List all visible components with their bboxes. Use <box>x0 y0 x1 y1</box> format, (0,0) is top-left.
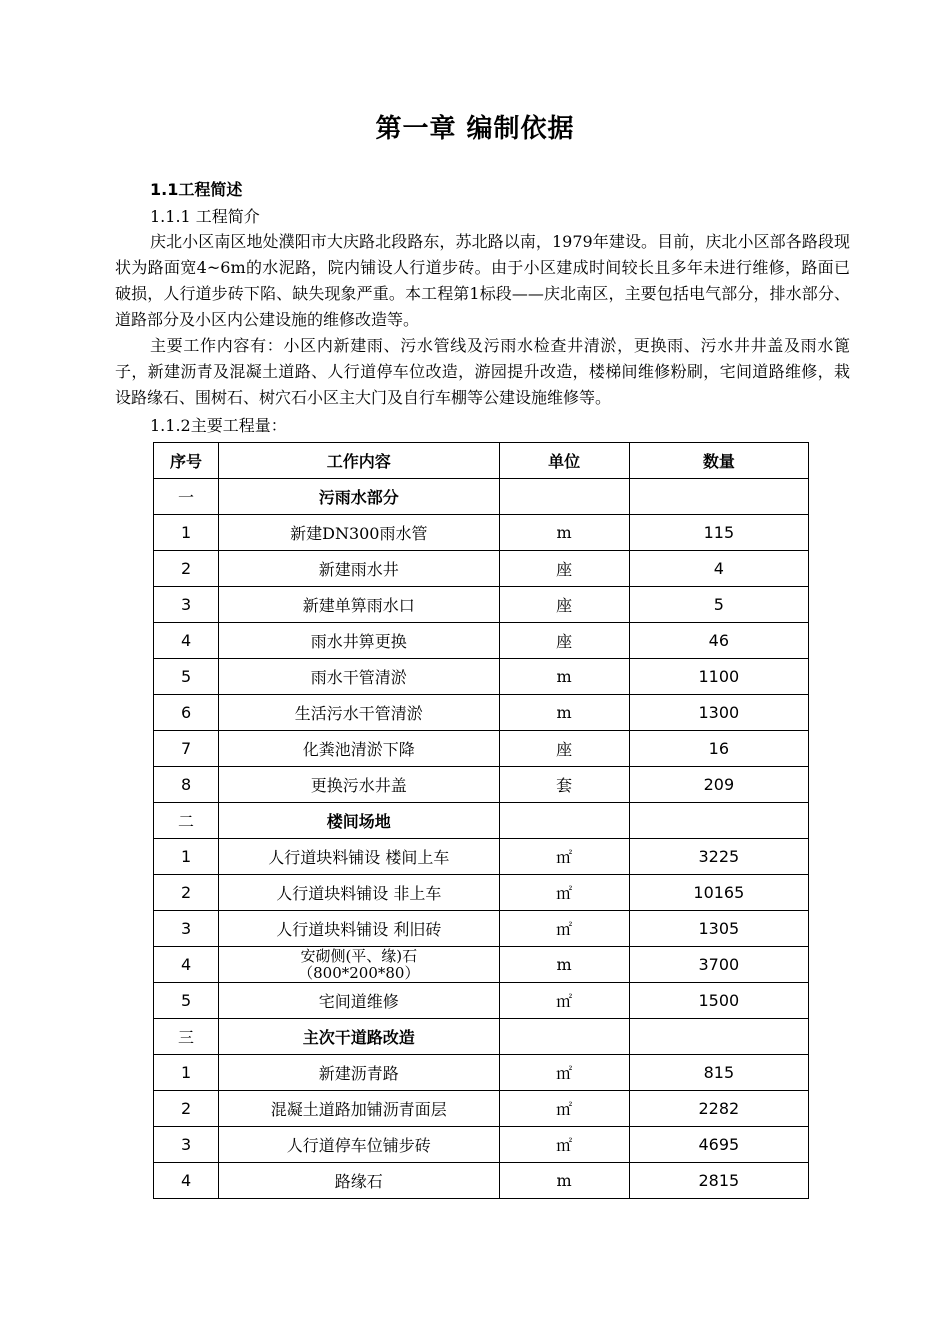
cell-index: 4 <box>154 947 219 983</box>
cell-index: 二 <box>154 803 219 839</box>
cell-content: 新建沥青路 <box>219 1055 499 1091</box>
cell-quantity: 115 <box>629 515 808 551</box>
subsection-heading-quantities: 1.1.2主要工程量： <box>150 416 287 435</box>
cell-index: 8 <box>154 767 219 803</box>
cell-quantity: 1305 <box>629 911 808 947</box>
cell-quantity: 1500 <box>629 983 808 1019</box>
header-cell-quantity: 数量 <box>629 443 808 479</box>
cell-quantity: 815 <box>629 1055 808 1091</box>
cell-content: 人行道停车位铺步砖 <box>219 1127 499 1163</box>
cell-content: 混凝土道路加铺沥青面层 <box>219 1091 499 1127</box>
table-row <box>154 911 809 947</box>
cell-unit: m <box>499 659 629 695</box>
cell-content: 污雨水部分 <box>219 479 499 515</box>
cell-unit: ㎡ <box>499 1055 629 1091</box>
table-row <box>154 623 809 659</box>
section-heading: 1.1工程简述 <box>150 180 243 199</box>
cell-content: 新建单箅雨水口 <box>219 587 499 623</box>
cell-index: 7 <box>154 731 219 767</box>
cell-quantity: 3700 <box>629 947 808 983</box>
header-cell-unit: 单位 <box>499 443 629 479</box>
cell-quantity: 5 <box>629 587 808 623</box>
cell-content: 雨水干管清淤 <box>219 659 499 695</box>
cell-unit <box>499 1019 629 1055</box>
cell-index: 3 <box>154 1127 219 1163</box>
table-row <box>154 731 809 767</box>
cell-quantity: 1300 <box>629 695 808 731</box>
cell-content: 人行道块料铺设 利旧砖 <box>219 911 499 947</box>
table-row <box>154 1163 809 1199</box>
cell-content: 更换污水井盖 <box>219 767 499 803</box>
table-row <box>154 515 809 551</box>
table-section-row <box>154 479 809 515</box>
header-cell-content: 工作内容 <box>219 443 499 479</box>
cell-content: 人行道块料铺设 楼间上车 <box>219 839 499 875</box>
cell-quantity: 2815 <box>629 1163 808 1199</box>
cell-unit: 座 <box>499 587 629 623</box>
cell-quantity: 1100 <box>629 659 808 695</box>
cell-unit: ㎡ <box>499 911 629 947</box>
cell-index: 1 <box>154 1055 219 1091</box>
cell-index: 4 <box>154 623 219 659</box>
table-row <box>154 767 809 803</box>
cell-quantity: 4 <box>629 551 808 587</box>
table-header-row <box>154 443 809 479</box>
cell-unit <box>499 479 629 515</box>
cell-index: 6 <box>154 695 219 731</box>
cell-content: 生活污水干管清淤 <box>219 695 499 731</box>
table-row <box>154 1127 809 1163</box>
cell-quantity <box>629 479 808 515</box>
cell-index: 2 <box>154 875 219 911</box>
cell-unit: m <box>499 515 629 551</box>
cell-content: 安砌侧(平、缘)石 （800*200*80） <box>219 947 499 983</box>
cell-content: 楼间场地 <box>219 803 499 839</box>
cell-index: 4 <box>154 1163 219 1199</box>
cell-quantity <box>629 1019 808 1055</box>
table-row <box>154 587 809 623</box>
cell-content: 化粪池清淤下降 <box>219 731 499 767</box>
cell-index: 1 <box>154 839 219 875</box>
cell-unit: 套 <box>499 767 629 803</box>
cell-unit: ㎡ <box>499 1127 629 1163</box>
cell-quantity: 2282 <box>629 1091 808 1127</box>
table-row <box>154 1055 809 1091</box>
table-row <box>154 983 809 1019</box>
cell-quantity <box>629 803 808 839</box>
work-content-paragraph: 主要工作内容有：小区内新建雨、污水管线及污雨水检查井清淤，更换雨、污水井井盖及雨水篦子，新建沥青及混凝土道路、人行道停车位改造，游园提升改造，楼梯间维修粉刷，宅间道路维修，栽设路缘石、围树石、树穴石小区主大门及自行车棚等公建设施维修等。 <box>115 336 850 407</box>
cell-unit: m <box>499 695 629 731</box>
cell-index: 2 <box>154 551 219 587</box>
cell-unit: ㎡ <box>499 983 629 1019</box>
cell-unit: m <box>499 1163 629 1199</box>
table-row <box>154 1091 809 1127</box>
quantities-table <box>153 442 809 1199</box>
cell-content: 宅间道维修 <box>219 983 499 1019</box>
cell-index: 5 <box>154 659 219 695</box>
cell-quantity: 3225 <box>629 839 808 875</box>
cell-index: 一 <box>154 479 219 515</box>
cell-index: 5 <box>154 983 219 1019</box>
cell-quantity: 10165 <box>629 875 808 911</box>
cell-content: 主次干道路改造 <box>219 1019 499 1055</box>
cell-unit <box>499 803 629 839</box>
cell-index: 1 <box>154 515 219 551</box>
cell-unit: 座 <box>499 623 629 659</box>
cell-unit: 座 <box>499 731 629 767</box>
table-row <box>154 551 809 587</box>
cell-content: 人行道块料铺设 非上车 <box>219 875 499 911</box>
cell-index: 3 <box>154 911 219 947</box>
cell-unit: 座 <box>499 551 629 587</box>
cell-unit: ㎡ <box>499 875 629 911</box>
table-section-row <box>154 803 809 839</box>
header-cell-index: 序号 <box>154 443 219 479</box>
cell-quantity: 4695 <box>629 1127 808 1163</box>
cell-quantity: 46 <box>629 623 808 659</box>
cell-content: 新建雨水井 <box>219 551 499 587</box>
cell-quantity: 209 <box>629 767 808 803</box>
intro-paragraph: 庆北小区南区地处濮阳市大庆路北段路东，苏北路以南，1979年建设。目前，庆北小区部各路段现状为路面宽4~6m的水泥路，院内铺设人行道步砖。由于小区建成时间较长且多年未进行维修，路面已破损，人行道步砖下陷、缺失现象严重。本工程第1标段——庆北南区，主要包括电气部分，排水部分、道路部分及小区内公建设施的维修改造等。 <box>115 232 850 329</box>
cell-content: 路缘石 <box>219 1163 499 1199</box>
cell-unit: ㎡ <box>499 839 629 875</box>
cell-index: 2 <box>154 1091 219 1127</box>
chapter-title: 第一章 编制依据 <box>375 114 575 144</box>
table-section-row <box>154 1019 809 1055</box>
cell-unit: m <box>499 947 629 983</box>
cell-content: 雨水井箅更换 <box>219 623 499 659</box>
cell-unit: ㎡ <box>499 1091 629 1127</box>
table-row <box>154 947 809 983</box>
cell-content: 新建DN300雨水管 <box>219 515 499 551</box>
cell-index: 三 <box>154 1019 219 1055</box>
cell-quantity: 16 <box>629 731 808 767</box>
cell-index: 3 <box>154 587 219 623</box>
table-row <box>154 695 809 731</box>
table-row <box>154 875 809 911</box>
table-row <box>154 839 809 875</box>
table-row <box>154 659 809 695</box>
subsection-heading-intro: 1.1.1 工程简介 <box>150 207 260 226</box>
